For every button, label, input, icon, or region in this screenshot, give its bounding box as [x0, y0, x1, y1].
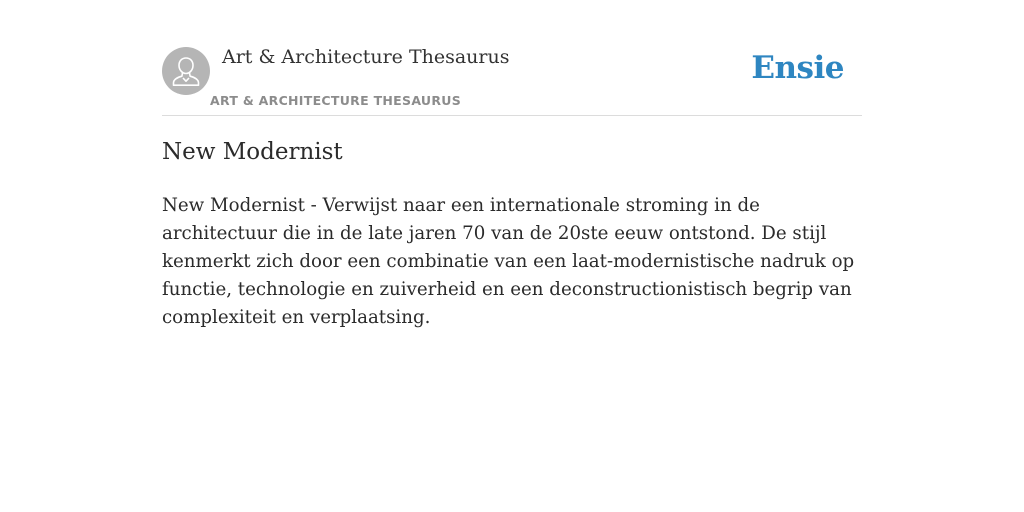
avatar[interactable] [162, 47, 210, 95]
entry-title: New Modernist [162, 139, 343, 165]
brand-logo[interactable]: Ensie [751, 50, 844, 86]
entry-card [162, 0, 862, 512]
user-silhouette-icon [162, 47, 210, 95]
entry-header [162, 0, 862, 116]
source-subtitle[interactable]: ART & ARCHITECTURE THESAURUS [210, 93, 462, 108]
source-title[interactable]: Art & Architecture Thesaurus [222, 46, 510, 68]
entry-body: New Modernist - Verwijst naar een internationale stroming in de architectuur die in de late jaren 70 van de 20ste eeuw ontstond. De stijl kenmerkt zich door een combinatie van een laat-modernistische nadruk op functie, technologie en zuiverheid en een deconstructionistisch begrip van complexiteit en verplaatsing. [162, 195, 855, 328]
